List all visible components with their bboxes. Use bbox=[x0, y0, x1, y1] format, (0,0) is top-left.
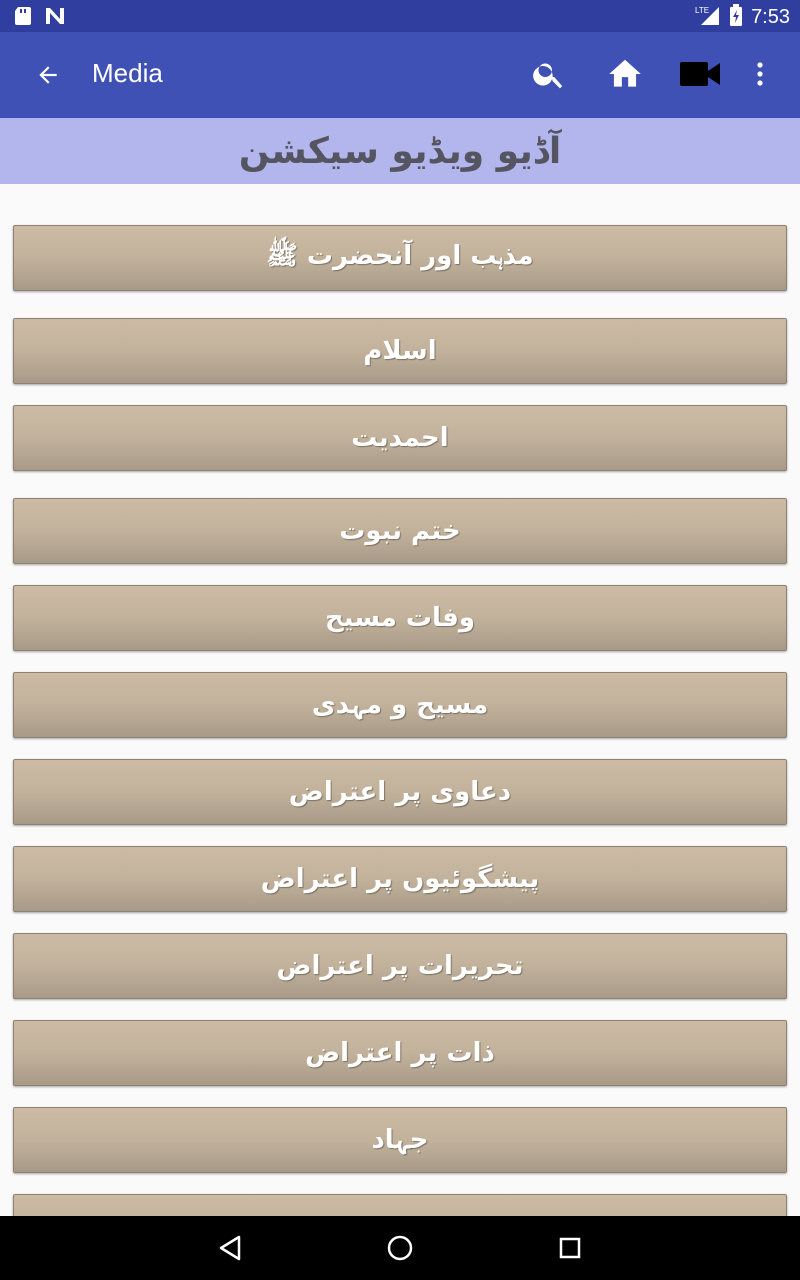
menu-item-writings-objections[interactable] bbox=[13, 933, 787, 999]
overflow-menu-icon bbox=[756, 61, 764, 87]
status-bar bbox=[0, 0, 800, 32]
menu-item-religion-prophet[interactable] bbox=[13, 225, 787, 291]
menu-item-wafat-masih[interactable] bbox=[13, 585, 787, 651]
menu-item-jihad[interactable] bbox=[13, 1107, 787, 1173]
menu-list[interactable] bbox=[0, 184, 800, 1216]
menu-item-ahmadiyyat[interactable] bbox=[13, 405, 787, 471]
section-banner bbox=[0, 118, 800, 184]
home-circle-icon bbox=[386, 1234, 414, 1262]
back-triangle-icon bbox=[217, 1234, 243, 1262]
section-title: آڈیو ویڈیو سیکشن bbox=[238, 130, 562, 172]
app-bar bbox=[0, 32, 800, 118]
page-title: Media bbox=[92, 58, 163, 88]
menu-item-prophecies-objections[interactable] bbox=[13, 846, 787, 912]
recents-square-icon bbox=[558, 1236, 582, 1260]
menu-item-masih-mahdi[interactable] bbox=[13, 672, 787, 738]
menu-item-label: احمدیت bbox=[351, 423, 449, 453]
menu-item-personal-objections[interactable] bbox=[13, 1020, 787, 1086]
home-button[interactable] bbox=[604, 54, 646, 94]
lte-signal-icon bbox=[695, 4, 721, 30]
video-button[interactable] bbox=[676, 54, 724, 94]
menu-item-label: تحریرات پر اعتراض bbox=[276, 951, 524, 981]
n-notification-icon bbox=[44, 6, 66, 30]
menu-item-label: ختم نبوت bbox=[339, 516, 461, 546]
home-icon bbox=[606, 55, 644, 93]
video-camera-icon bbox=[678, 59, 722, 89]
menu-item-label: جہاد bbox=[371, 1125, 429, 1155]
system-nav-bar bbox=[0, 1216, 800, 1280]
nav-back-button[interactable] bbox=[212, 1230, 248, 1266]
menu-item-label: دعاوی پر اعتراض bbox=[288, 777, 512, 807]
menu-item-label: پیشگوئیوں پر اعتراض bbox=[260, 864, 540, 894]
menu-item-khatm-nabuwwat[interactable] bbox=[13, 498, 787, 564]
battery-charging-icon bbox=[729, 4, 743, 30]
menu-item-label: مسیح و مہدی bbox=[311, 690, 489, 720]
nav-recents-button[interactable] bbox=[552, 1230, 588, 1266]
status-time: 7:53 bbox=[751, 5, 790, 28]
menu-item-label: وفات مسیح bbox=[324, 603, 476, 633]
search-icon bbox=[531, 56, 567, 92]
network-label: LTE bbox=[695, 6, 710, 15]
sd-card-icon bbox=[14, 6, 32, 30]
menu-item-label: اسلام bbox=[363, 336, 437, 366]
menu-item-label: ذات پر اعتراض bbox=[305, 1038, 495, 1068]
menu-item-islam[interactable] bbox=[13, 318, 787, 384]
menu-item-label: مذہب اور آنحضرت ﷺ bbox=[266, 241, 534, 271]
back-button[interactable] bbox=[30, 57, 66, 93]
back-arrow-icon bbox=[35, 62, 61, 88]
nav-home-button[interactable] bbox=[382, 1230, 418, 1266]
search-button[interactable] bbox=[528, 54, 570, 94]
menu-item-partial[interactable] bbox=[13, 1194, 787, 1216]
menu-item-claims-objections[interactable] bbox=[13, 759, 787, 825]
overflow-menu-button[interactable] bbox=[748, 54, 772, 94]
